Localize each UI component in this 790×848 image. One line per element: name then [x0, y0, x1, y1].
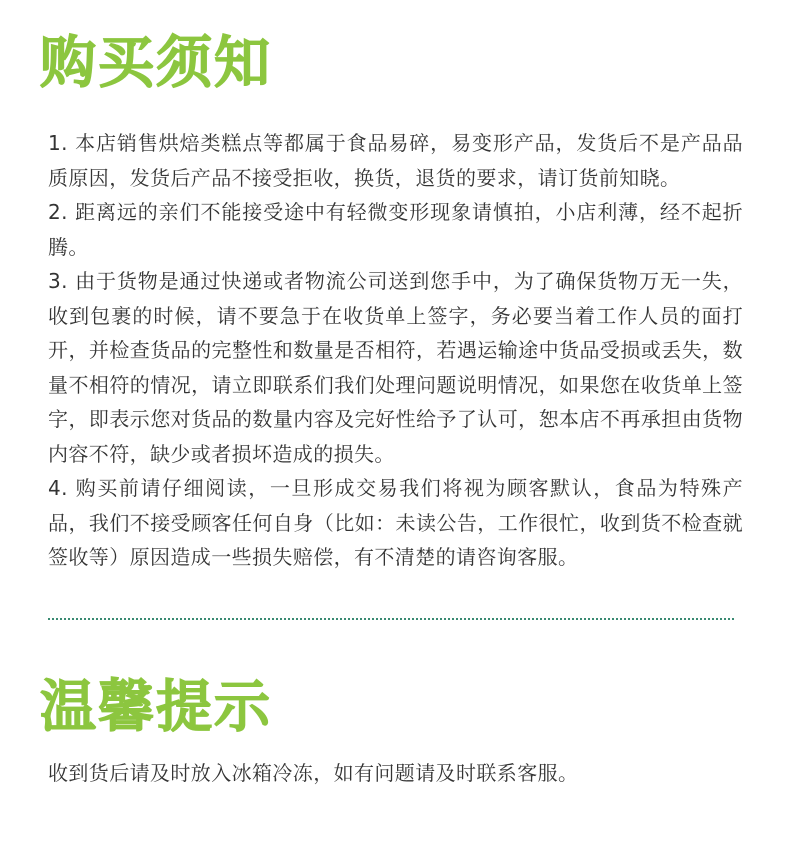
- purchase-notice-title: 购买须知: [40, 31, 272, 96]
- notice-item-2: 2. 距离远的亲们不能接受途中有轻微变形现象请慎拍，小店利薄，经不起折腾。: [48, 200, 743, 259]
- warm-tips-text: 收到货后请及时放入冰箱冷冻，如有问题请及时联系客服。: [48, 761, 579, 785]
- warm-tips-title: 温馨提示: [40, 675, 272, 740]
- notice-item-3: 3. 由于货物是通过快递或者物流公司送到您手中，为了确保货物万无一失，收到包裹的时候，请不要急于在收货单上签字，务必要当着工作人员的面打开，并检查货品的完整性和数量是否相符，若遇运输途中货品受损或丢失，数量不相符的情况，请立即联系们我们处理问题说明情况，如果您在收货单上签字，即表示您对货品的数量内容及完好性给予了认可，恕本店不再承担由货物内容不符，缺少或者损坏造成的损失。: [48, 269, 743, 466]
- section-divider: [48, 618, 734, 620]
- notice-item-1: 1. 本店销售烘焙类糕点等都属于食品易碎，易变形产品，发货后不是产品品质原因，发货后产品不接受拒收，换货，退货的要求，请订货前知晓。: [48, 131, 743, 190]
- notice-item-4: 4. 购买前请仔细阅读，一旦形成交易我们将视为顾客默认，食品为特殊产品，我们不接受顾客任何自身（比如：未读公告，工作很忙，收到货不检查就签收等）原因造成一些损失赔偿，有不清楚的请咨询客服。: [48, 476, 743, 569]
- purchase-notice-body: [48, 126, 743, 575]
